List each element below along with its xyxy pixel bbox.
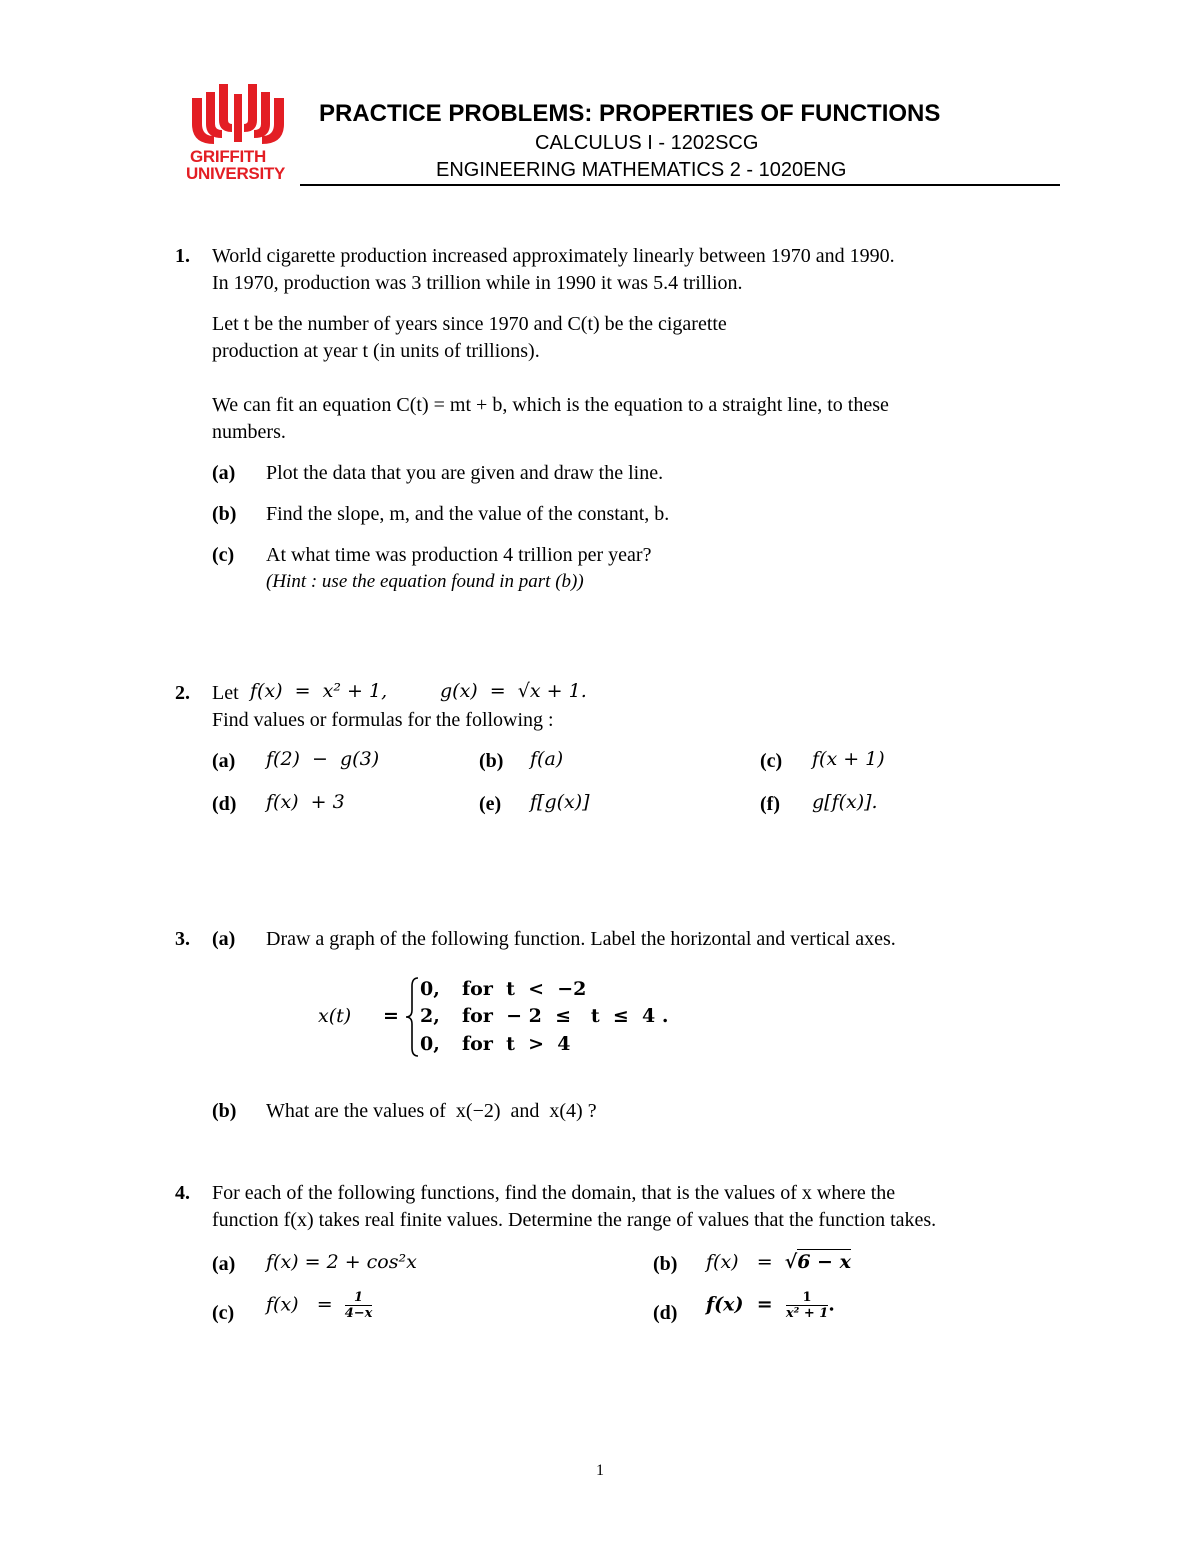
q4-line-1: For each of the following functions, find the domain, that is the values of x where the (212, 1182, 896, 1204)
q4-part-c-fraction (345, 1290, 373, 1321)
q3-case-2-condition: for − 2 ≤ t ≤ 4 . (462, 1005, 669, 1027)
logo-emblem-icon (186, 84, 290, 146)
course-subtitle-2: ENGINEERING MATHEMATICS 2 - 1020ENG (436, 159, 847, 181)
q2-line-2: Find values or formulas for the following : (212, 709, 554, 731)
q3-case-1-condition: for t < −2 (462, 978, 587, 1000)
q3-case-3-condition: for t > 4 (462, 1033, 571, 1055)
q1-part-a-label: (a) (212, 462, 236, 484)
page-number: 1 (596, 1462, 604, 1479)
logo-wordmark (186, 148, 285, 182)
q4-part-d-expr (706, 1290, 835, 1321)
griffith-university-logo (186, 84, 290, 184)
q2-part-b-expr: f(a) (530, 748, 564, 770)
q4-part-c-numerator: 1 (345, 1290, 373, 1306)
q4-part-d-denominator: x² + 1 (785, 1306, 829, 1321)
q2-part-e-expr: f[g(x)] (530, 791, 590, 813)
q2-part-f-label: (f) (760, 793, 780, 815)
radical-sign-icon: √ (784, 1251, 798, 1273)
q4-part-d-fraction (786, 1290, 828, 1321)
q2-part-e-label: (e) (479, 793, 502, 815)
q4-part-d-suffix: . (828, 1293, 835, 1316)
q3-part-b-label: (b) (212, 1100, 237, 1122)
q4-part-d-numerator: 1 (786, 1290, 828, 1306)
logo-line-1: GRIFFITH (190, 147, 266, 166)
q1-fit-line-1: We can fit an equation C(t) = mt + b, which is the equation to a straight line, to these (212, 394, 889, 416)
q1-hint: (Hint : use the equation found in part (b)) (266, 571, 584, 592)
q2-intro-prefix: Let (212, 682, 239, 704)
q1-part-b-label: (b) (212, 503, 237, 525)
q3-part-a-label: (a) (212, 928, 236, 950)
q1-part-c-text: At what time was production 4 trillion per year? (266, 544, 652, 566)
q1-line-1: World cigarette production increased approximately linearly between 1970 and 1990. (212, 245, 895, 267)
q2-f-definition: f(x) = x² + 1, (250, 680, 388, 702)
q2-part-f-expr: g[f(x)]. (812, 791, 878, 813)
q1-line-2: In 1970, production was 3 trillion while in 1990 it was 5.4 trillion. (212, 272, 743, 294)
q1-part-a-text: Plot the data that you are given and draw the line. (266, 462, 664, 484)
q4-part-c-denominator: 4−x (344, 1306, 373, 1321)
q2-part-b-label: (b) (479, 750, 504, 772)
q3-lhs: x(t) (318, 1005, 352, 1027)
logo-line-2: UNIVERSITY (186, 164, 286, 183)
q4-part-a-expr: f(x) = 2 + cos²x (266, 1251, 417, 1273)
q4-line-2: function f(x) takes real finite values. Determine the range of values that the function takes. (212, 1209, 937, 1231)
q3-case-3-value: 0, (420, 1033, 440, 1055)
q1-let-line-2: production at year t (in units of trillions). (212, 340, 540, 362)
q4-part-b-prefix: f(x) = (706, 1251, 785, 1273)
q2-part-a-expr: f(2) − g(3) (266, 748, 380, 770)
q2-part-d-label: (d) (212, 793, 237, 815)
q1-number: 1. (175, 245, 190, 267)
q2-part-c-label: (c) (760, 750, 783, 772)
q2-number: 2. (175, 682, 190, 704)
q4-part-c-expr (266, 1290, 372, 1321)
left-brace-icon (404, 976, 420, 1058)
q2-g-definition: g(x) = √x + 1. (440, 680, 587, 702)
q4-part-d-prefix: f(x) = (706, 1293, 786, 1316)
q3-part-b-text: What are the values of x(−2) and x(4) ? (266, 1100, 597, 1122)
q3-case-2-value: 2, (420, 1005, 440, 1027)
header-rule (300, 184, 1060, 186)
q2-part-c-expr: f(x + 1) (812, 748, 885, 770)
q4-part-c-label: (c) (212, 1302, 235, 1324)
q4-part-d-label: (d) (653, 1302, 678, 1324)
q1-let-line-1: Let t be the number of years since 1970 and C(t) be the cigarette (212, 313, 727, 335)
q3-part-a-text: Draw a graph of the following function. Label the horizontal and vertical axes. (266, 928, 896, 950)
q4-part-b-expr (706, 1251, 851, 1273)
q1-part-b-text: Find the slope, m, and the value of the constant, b. (266, 503, 670, 525)
q2-part-d-expr: f(x) + 3 (266, 791, 345, 813)
q4-part-b-radicand: 6 − x (797, 1251, 851, 1273)
course-subtitle-1: CALCULUS I - 1202SCG (535, 132, 759, 154)
q1-fit-line-2: numbers. (212, 421, 286, 443)
q3-number: 3. (175, 928, 190, 950)
q3-equals: = (383, 1005, 399, 1027)
q1-part-c-label: (c) (212, 544, 235, 566)
page-title: PRACTICE PROBLEMS: PROPERTIES OF FUNCTIONS (319, 100, 941, 127)
q4-part-a-label: (a) (212, 1253, 236, 1275)
q3-case-1-value: 0, (420, 978, 440, 1000)
q4-number: 4. (175, 1182, 190, 1204)
q2-part-a-label: (a) (212, 750, 236, 772)
q4-part-c-prefix: f(x) = (266, 1293, 345, 1316)
q4-part-b-label: (b) (653, 1253, 678, 1275)
